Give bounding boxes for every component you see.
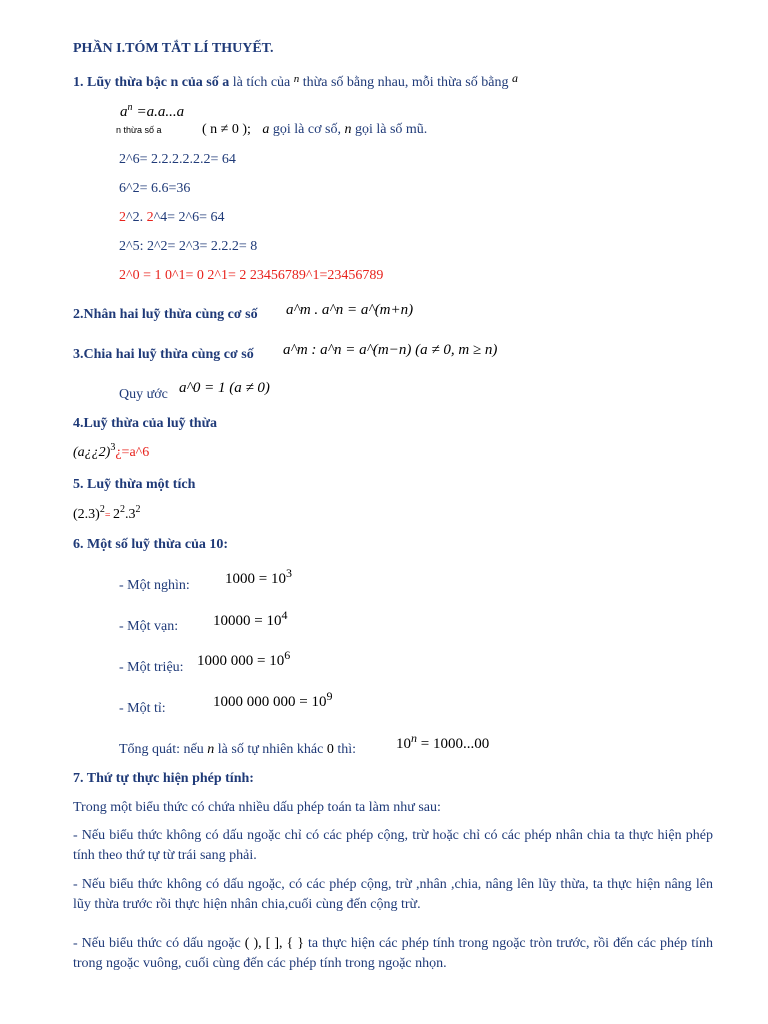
example-base: (a¿¿2) (73, 445, 111, 460)
definition-text-a: là tích của (229, 75, 294, 90)
formula-base: a (120, 104, 128, 120)
var-n: n (293, 73, 300, 85)
section-5-heading: 5. Luỹ thừa một tích (73, 477, 196, 492)
exp-var: n (344, 122, 352, 137)
base-label: gọi là cơ số, (269, 122, 345, 137)
power-of-ten-label: - Một triệu: (119, 660, 184, 675)
general-text: Tổng quát: nếu (119, 742, 208, 757)
formula-product: =a.a...a (136, 104, 185, 120)
example-exponent: 2 (99, 504, 105, 515)
rule-paragraph-2: - Nếu biểu thức không có dấu ngoặc, có các phép cộng, trừ ,nhân ,chia, nâng lên lũy thừa, ta thực hiện nâng lên lũy thừa trước rồi thực hiện nhân chia,cuối cùng đến cộng trừ. (73, 877, 713, 912)
general-text: thì: (333, 742, 356, 757)
power-of-ten-formula: $10000 = 10^4$ (213, 608, 288, 629)
section-2-heading: 2.Nhân hai luỹ thừa cùng cơ số (73, 307, 258, 322)
var-a: a (511, 71, 518, 85)
section-1-heading: 1. Lũy thừa bậc n của số a (73, 75, 230, 90)
section-7-intro: Trong một biểu thức có chứa nhiều dấu phép toán ta làm như sau: (73, 800, 441, 815)
general-formula: $10^n = 1000...00$ (396, 731, 490, 752)
example-equals: = (104, 510, 113, 521)
example-result: ¿=a^6 (115, 445, 150, 460)
power-formula (120, 103, 184, 121)
example-line: 6^2= 6.6=36 (119, 181, 191, 196)
general-text: là số tự nhiên khác (214, 742, 327, 757)
example-exponent: 2 (119, 504, 125, 515)
power-of-ten-label: - Một nghìn: (119, 578, 190, 593)
power-of-ten-formula: $1000 = 10^3$ (225, 566, 292, 587)
example-term: .3 (124, 507, 136, 522)
power-of-ten-formula: 1000 $000 = 10^6$ (197, 648, 291, 669)
power-of-ten-label: - Một tỉ: (119, 701, 166, 716)
formula-condition-line (202, 121, 427, 139)
example-text: ^4= 2^6= 64 (153, 210, 225, 225)
rule-paragraph-3 (73, 934, 713, 974)
example-line: 2^6= 2.2.2.2.2.2= 64 (119, 152, 236, 167)
section-1-definition (73, 69, 518, 92)
section-3-heading: 3.Chia hai luỹ thừa cùng cơ số (73, 347, 254, 362)
product-rule-formula: a^m . a^n = a^(m+n) (286, 302, 414, 318)
example-line: 2^5: 2^2= 2^3= 2.2.2= 8 (119, 239, 258, 254)
red-base: 2 (119, 210, 126, 225)
part-title: PHẦN I.TÓM TẮT LÍ THUYẾT. (73, 41, 274, 56)
quotient-rule-formula: a^m : a^n = a^(m−n) (a ≠ 0, m ≥ n) (283, 342, 498, 358)
example-line (119, 209, 225, 227)
base-var: a (262, 122, 270, 137)
example-text: ^2. (126, 210, 147, 225)
example-line-special: 2^0 = 1 0^1= 0 2^1= 2 23456789^1=23456789 (119, 268, 384, 283)
convention-formula: a^0 = 1 (a ≠ 0) (179, 380, 270, 396)
general-var-n: n (207, 742, 215, 757)
convention-label: Quy ước (119, 387, 168, 402)
exp-label: gọi là số mũ. (351, 122, 428, 137)
general-zero: 0 (326, 742, 334, 757)
power-of-ten-label: - Một vạn: (119, 619, 179, 634)
general-rule (119, 741, 356, 759)
power-of-ten-formula: 1000 000 $000 = 10^9$ (213, 689, 333, 710)
bracket-symbols: ( ), [ ], { } (244, 936, 304, 951)
underbrace-label: n thừa số a (116, 125, 162, 135)
formula-condition: ( n ≠ 0 ); (202, 122, 251, 137)
formula-exponent: n (127, 102, 133, 113)
section-4-heading: 4.Luỹ thừa của luỹ thừa (73, 416, 217, 431)
example-exponent: 3 (110, 442, 116, 453)
rule-text: - Nếu biểu thức có dấu ngoặc (73, 936, 245, 951)
power-of-product-example (73, 506, 140, 525)
section-7-heading: 7. Thứ tự thực hiện phép tính: (73, 771, 254, 786)
example-term: (2.3) (73, 507, 100, 522)
red-base: 2 (146, 210, 154, 225)
rule-paragraph-1: - Nếu biểu thức không có dấu ngoặc chỉ có các phép cộng, trừ hoặc chỉ có các phép nhân chia ta thực hiện phép tính theo thứ tự từ trái sang phải. (73, 828, 713, 863)
example-exponent: 2 (135, 504, 141, 515)
example-term: 2 (112, 507, 120, 522)
rule-text: ta thực hiện các phép tính trong ngoặc tròn trước, rồi đến các phép tính trong ngoặc vuông, cuối cùng đến các phép tính trong ngoặc nhọn. (73, 936, 713, 971)
section-6-heading: 6. Một số luỹ thừa của 10: (73, 537, 229, 552)
power-of-power-example (73, 444, 149, 462)
definition-text-b: thừa số bằng nhau, mỗi thừa số bằng (299, 75, 512, 90)
